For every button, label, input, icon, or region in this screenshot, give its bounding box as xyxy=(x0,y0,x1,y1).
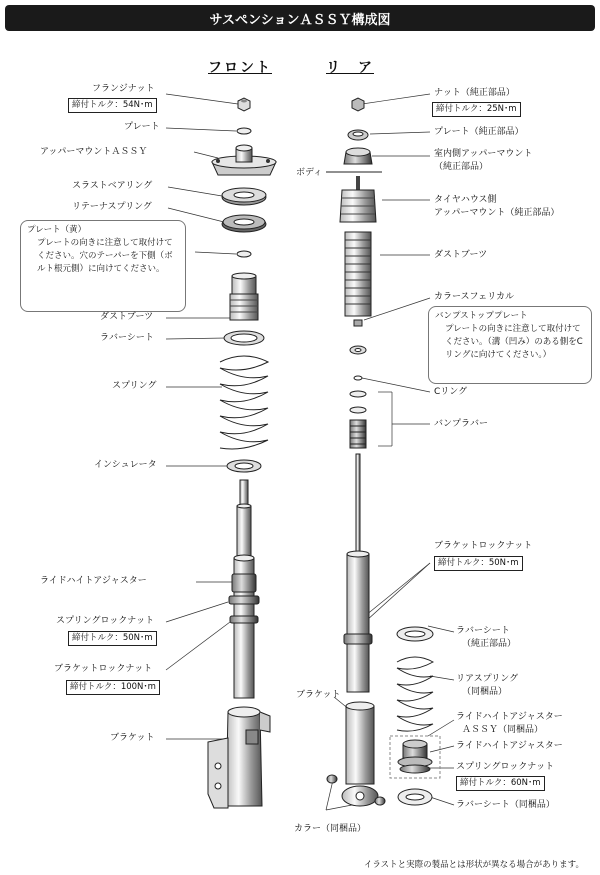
label-rear-bracket: ブラケット xyxy=(296,690,341,700)
front-thrust-bearing xyxy=(222,188,266,205)
label-inner-upper-mount-2: （純正部品） xyxy=(434,162,489,172)
label-front-spring-lock-nut: スプリングロックナット xyxy=(56,616,155,626)
label-front-ride-height-adjuster: ライドハイトアジャスター xyxy=(40,576,147,586)
rear-plate xyxy=(348,130,368,140)
front-note-title: プレート（黄） xyxy=(27,225,87,235)
label-front-rubber-sheet: ラバーシート xyxy=(100,333,154,343)
label-tire-upper-mount-2: アッパーマウント（純正部品） xyxy=(434,208,560,218)
label-rear-rubber-sheet-1: ラバーシート xyxy=(456,626,510,636)
diagram-title: サスペンションＡＳＳＹ構成図 xyxy=(5,5,595,31)
front-bracket xyxy=(208,707,270,808)
label-insulator: インシュレータ xyxy=(94,460,157,470)
label-rha-assy-2: ＡＳＳＹ（同梱品） xyxy=(462,725,544,735)
front-flange-nut xyxy=(238,98,250,111)
front-insulator xyxy=(227,460,261,472)
label-rear-collar: カラー（同梱品） xyxy=(294,824,367,834)
front-heading: フロント xyxy=(208,60,272,76)
label-rear-nut: ナット（純正部品） xyxy=(434,88,515,98)
front-yellow-plate xyxy=(237,251,251,257)
label-front-bracket: ブラケット xyxy=(110,733,155,743)
label-flange-nut: フランジナット xyxy=(92,84,155,94)
label-rear-spring-lock-nut: スプリングロックナット xyxy=(456,762,555,772)
label-c-ring: Cリング xyxy=(434,387,468,397)
rear-plate-note xyxy=(428,306,592,384)
rear-nut xyxy=(352,98,364,111)
rear-ride-height-adjuster xyxy=(398,740,432,773)
rear-inner-upper-mount xyxy=(344,148,372,164)
label-rear-rha: ライドハイトアジャスター xyxy=(456,741,563,751)
label-front-plate: プレート xyxy=(124,122,160,132)
label-rha-assy-1: ライドハイトアジャスター xyxy=(456,712,563,722)
front-ride-height-adjuster xyxy=(232,574,256,592)
rear-dust-boot xyxy=(345,232,371,316)
rear-note-title: バンプストッププレート xyxy=(435,311,528,321)
front-spring-lock-nut xyxy=(229,596,259,604)
label-bump-rubber: バンプラバー xyxy=(434,419,489,429)
front-rubber-sheet xyxy=(224,331,264,345)
rear-heading: リ ア xyxy=(326,60,374,76)
front-bracket-lock-nut xyxy=(230,616,258,623)
label-upper-mount: アッパーマウントＡＳＳＹ xyxy=(40,147,148,157)
rear-rubber-sheet xyxy=(397,627,433,641)
label-inner-upper-mount-1: 室内側アッパーマウント xyxy=(434,149,533,159)
rear-bump-stop-plate xyxy=(350,346,366,354)
rear-spring xyxy=(397,657,433,731)
label-front-spring: スプリング xyxy=(112,381,157,391)
label-rear-spring-2: （同梱品） xyxy=(462,687,508,697)
label-tire-upper-mount-1: タイヤハウス側 xyxy=(434,195,497,205)
label-retainer-spring: リテーナスプリング xyxy=(72,202,152,212)
label-front-dust-boot: ダストブーツ xyxy=(100,312,154,322)
label-rear-bracket-lock-nut: ブラケットロックナット xyxy=(434,541,533,551)
label-rear-dust-boot: ダストブーツ xyxy=(434,250,488,260)
label-rear-rubber-sheet-2: （純正部品） xyxy=(462,639,517,649)
front-note-body: プレートの向きに注意して取付けてください。穴のテーパーを下側（ボルト根元側）に向けてください。 xyxy=(37,238,173,274)
front-plate xyxy=(237,128,251,134)
rear-collar-spherical xyxy=(354,320,362,326)
torque-flange-nut: 締付トルク：54N･m xyxy=(68,98,157,113)
torque-front-bracket-lock-nut: 締付トルク：100N･m xyxy=(66,680,160,695)
torque-rear-spring-lock-nut: 締付トルク：60N･m xyxy=(456,776,545,791)
front-dust-boot xyxy=(230,273,258,320)
rear-bottom-rubber-sheet xyxy=(398,789,432,805)
label-body: ボディ xyxy=(296,168,323,178)
front-plate-note xyxy=(20,220,186,312)
label-front-bracket-lock-nut: ブラケットロックナット xyxy=(54,664,153,674)
rear-bump-rubber xyxy=(350,391,366,448)
label-thrust-bearing: スラストベアリング xyxy=(72,181,153,191)
label-rear-bottom-rubber-sheet: ラバーシート（同梱品） xyxy=(456,800,555,810)
rear-note-body: プレートの向きに注意して取付けてください。（溝（凹み）のある側をCリングに向けてください。） xyxy=(445,324,583,360)
rear-c-ring xyxy=(354,376,362,380)
disclaimer: イラストと実際の製品とは形状が異なる場合があります。 xyxy=(363,860,584,870)
torque-rear-nut: 締付トルク：25N･m xyxy=(432,102,521,117)
front-upper-mount xyxy=(212,145,276,175)
label-rear-plate: プレート（純正部品） xyxy=(434,127,524,137)
front-retainer-spring xyxy=(222,215,266,232)
rear-damper xyxy=(344,454,372,692)
rear-bracket xyxy=(342,702,378,806)
torque-front-spring-lock-nut: 締付トルク：50N･m xyxy=(68,631,157,646)
rear-tire-upper-mount xyxy=(340,176,376,222)
front-spring xyxy=(220,356,268,449)
label-collar-spherical: カラースフェリカル xyxy=(434,292,515,302)
label-rear-spring-1: リアスプリング xyxy=(456,674,519,684)
torque-rear-bracket-lock-nut: 締付トルク：50N･m xyxy=(434,556,523,571)
